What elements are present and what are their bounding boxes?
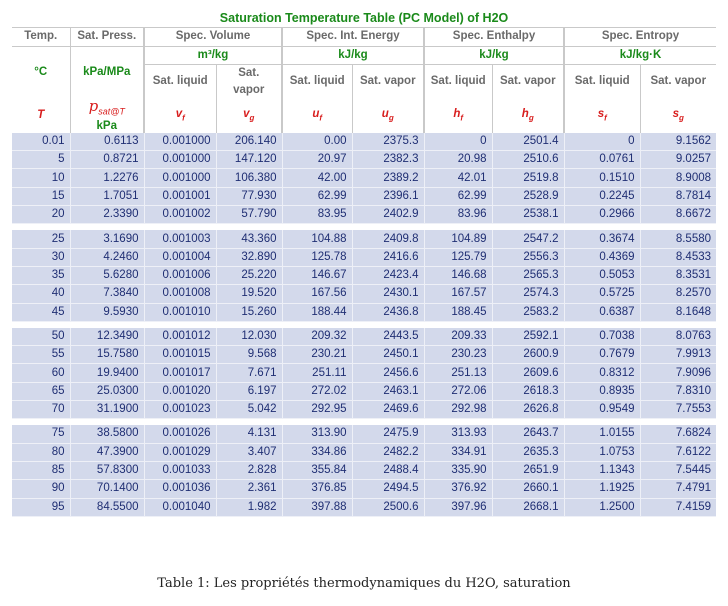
unit-energy: kJ/kg: [282, 46, 424, 64]
table-cell: 188.45: [424, 303, 492, 321]
table-cell: 2396.1: [352, 187, 424, 205]
symbol-subscript: f: [460, 113, 464, 123]
table-cell: 7.5445: [640, 461, 716, 479]
table-cell: 104.89: [424, 230, 492, 248]
table-cell: 2538.1: [492, 206, 564, 224]
table-cell: 57.790: [216, 206, 282, 224]
table-cell: 83.95: [282, 206, 352, 224]
table-cell: 188.44: [282, 303, 352, 321]
table-cell: 2626.8: [492, 401, 564, 419]
table-cell: 8.1648: [640, 303, 716, 321]
table-row: [12, 346, 716, 364]
table-cell: 0.5053: [564, 266, 640, 284]
table-cell: 2375.3: [352, 133, 424, 151]
table-row: [12, 187, 716, 205]
table-cell: 8.0763: [640, 328, 716, 346]
table-cell: 2547.2: [492, 230, 564, 248]
table-cell: 32.890: [216, 248, 282, 266]
table-cell: 5: [12, 151, 70, 169]
symbol-subscript: g: [388, 113, 394, 123]
table-cell: 2456.6: [352, 364, 424, 382]
table-cell: 2.828: [216, 461, 282, 479]
symbol-uf: [282, 99, 352, 133]
table-row: [12, 480, 716, 498]
table-cell: 6.197: [216, 382, 282, 400]
table-cell: 251.13: [424, 364, 492, 382]
sub-label: Sat. vapor: [650, 75, 707, 88]
table-cell: 334.86: [282, 443, 352, 461]
table-row: [12, 248, 716, 266]
table-cell: 90: [12, 480, 70, 498]
table-cell: 0.001036: [144, 480, 216, 498]
table-cell: 2402.9: [352, 206, 424, 224]
table-cell: 2592.1: [492, 328, 564, 346]
table-row: [12, 443, 716, 461]
symbol-subscript: g: [679, 113, 684, 123]
table-cell: 7.9096: [640, 364, 716, 382]
table-cell: 4.131: [216, 425, 282, 443]
table-row: [12, 169, 716, 187]
table-cell: 0.001033: [144, 461, 216, 479]
table-cell: 2635.3: [492, 443, 564, 461]
table-cell: 9.5930: [70, 303, 144, 321]
table-cell: 0.001010: [144, 303, 216, 321]
table-cell: 2436.8: [352, 303, 424, 321]
table-cell: 25: [12, 230, 70, 248]
table-cell: 376.85: [282, 480, 352, 498]
table-cell: 7.9913: [640, 346, 716, 364]
symbol-sf: [564, 99, 640, 133]
table-cell: 31.1900: [70, 401, 144, 419]
table-cell: 2519.8: [492, 169, 564, 187]
symbol-text: u: [312, 107, 320, 120]
table-cell: 85: [12, 461, 70, 479]
table-cell: 7.4791: [640, 480, 716, 498]
unit-entropy: kJ/kg·K: [564, 46, 716, 64]
table-cell: 106.380: [216, 169, 282, 187]
sub-liquid-enthalpy: [424, 64, 492, 99]
sub-label: Sat. vapor: [359, 75, 416, 88]
table-cell: 2430.1: [352, 285, 424, 303]
table-row: [12, 425, 716, 443]
table-cell: 47.3900: [70, 443, 144, 461]
table-cell: 2643.7: [492, 425, 564, 443]
table-cell: 0.2966: [564, 206, 640, 224]
table-cell: 8.4533: [640, 248, 716, 266]
symbol-unit: kPa: [96, 119, 117, 132]
table-cell: 8.2570: [640, 285, 716, 303]
symbol-vf: [144, 99, 216, 133]
table-cell: 146.68: [424, 266, 492, 284]
symbol-temp: [12, 99, 70, 133]
table-cell: 209.32: [282, 328, 352, 346]
table-cell: 62.99: [282, 187, 352, 205]
table-cell: 2450.1: [352, 346, 424, 364]
table-cell: 8.7814: [640, 187, 716, 205]
header-spec-volume: Spec. Volume: [144, 28, 282, 46]
table-cell: 230.21: [282, 346, 352, 364]
table-cell: 1.1343: [564, 461, 640, 479]
table-cell: 7.7553: [640, 401, 716, 419]
table-cell: 2389.2: [352, 169, 424, 187]
table-cell: 70: [12, 401, 70, 419]
table-cell: 1.0155: [564, 425, 640, 443]
table-cell: 2528.9: [492, 187, 564, 205]
unit-temp: °C: [34, 66, 48, 79]
table-cell: 2488.4: [352, 461, 424, 479]
symbol-subscript: sat@T: [98, 106, 125, 117]
table-cell: 2382.3: [352, 151, 424, 169]
table-cell: 0.5725: [564, 285, 640, 303]
table-cell: 0.6387: [564, 303, 640, 321]
table-cell: 35: [12, 266, 70, 284]
table-cell: 7.671: [216, 364, 282, 382]
table-cell: 230.23: [424, 346, 492, 364]
table-cell: 8.3531: [640, 266, 716, 284]
table-cell: 55: [12, 346, 70, 364]
table-cell: 62.99: [424, 187, 492, 205]
table-row: [12, 133, 716, 151]
table-cell: 292.95: [282, 401, 352, 419]
sub-vapor-volume: [216, 64, 282, 99]
table-cell: 65: [12, 382, 70, 400]
table-cell: 0.4369: [564, 248, 640, 266]
table-row: [12, 151, 716, 169]
saturation-table-sheet: [12, 10, 716, 517]
sub-label: Sat. liquid: [152, 75, 208, 88]
table-cell: 334.91: [424, 443, 492, 461]
table-cell: 0: [564, 133, 640, 151]
table-cell: 2423.4: [352, 266, 424, 284]
table-cell: 206.140: [216, 133, 282, 151]
unit-enthalpy: kJ/kg: [424, 46, 564, 64]
table-cell: 2475.9: [352, 425, 424, 443]
table-cell: 43.360: [216, 230, 282, 248]
table-cell: 8.9008: [640, 169, 716, 187]
table-row: [12, 382, 716, 400]
table-title: Saturation Temperature Table (PC Model) of H2O: [12, 10, 716, 28]
table-cell: 25.220: [216, 266, 282, 284]
symbol-text: T: [37, 109, 45, 122]
table-cell: 376.92: [424, 480, 492, 498]
table-cell: 0.7038: [564, 328, 640, 346]
table-cell: 42.00: [282, 169, 352, 187]
table-cell: 0.001006: [144, 266, 216, 284]
table-row: [12, 364, 716, 382]
sub-liquid-entropy: [564, 64, 640, 99]
table-cell: 9.568: [216, 346, 282, 364]
table-cell: 0.8312: [564, 364, 640, 382]
table-cell: 0.001000: [144, 133, 216, 151]
table-cell: 2574.3: [492, 285, 564, 303]
sub-label: Sat. vapor: [499, 75, 556, 88]
table-cell: 0: [424, 133, 492, 151]
table-cell: 0.001004: [144, 248, 216, 266]
table-cell: 125.79: [424, 248, 492, 266]
sub-vapor-enthalpy: [492, 64, 564, 99]
table-cell: 1.2276: [70, 169, 144, 187]
table-cell: 0.001012: [144, 328, 216, 346]
table-cell: 2609.6: [492, 364, 564, 382]
table-cell: 77.930: [216, 187, 282, 205]
table-cell: 60: [12, 364, 70, 382]
table-cell: 0.001026: [144, 425, 216, 443]
table-cell: 75: [12, 425, 70, 443]
table-cell: 3.1690: [70, 230, 144, 248]
table-cell: 0.001020: [144, 382, 216, 400]
table-cell: 2501.4: [492, 133, 564, 151]
table-cell: 0.001023: [144, 401, 216, 419]
table-cell: 83.96: [424, 206, 492, 224]
table-cell: 38.5800: [70, 425, 144, 443]
table-cell: 2.3390: [70, 206, 144, 224]
table-cell: 1.1925: [564, 480, 640, 498]
table-cell: 15: [12, 187, 70, 205]
table-cell: 8.6672: [640, 206, 716, 224]
table-row: [12, 206, 716, 224]
table-cell: 0.8935: [564, 382, 640, 400]
table-cell: 313.93: [424, 425, 492, 443]
sub-label: Sat. liquid: [289, 75, 345, 88]
table-row: [12, 230, 716, 248]
table-cell: 70.1400: [70, 480, 144, 498]
table-cell: 80: [12, 443, 70, 461]
table-cell: 2651.9: [492, 461, 564, 479]
table-cell: 2409.8: [352, 230, 424, 248]
table-cell: 125.78: [282, 248, 352, 266]
symbol-hg: [492, 99, 564, 133]
table-cell: 15.260: [216, 303, 282, 321]
table-cell: 57.8300: [70, 461, 144, 479]
table-cell: 0.2245: [564, 187, 640, 205]
sub-vapor-energy: [352, 64, 424, 99]
table-cell: 167.56: [282, 285, 352, 303]
table-cell: 2443.5: [352, 328, 424, 346]
symbol-subscript: f: [182, 113, 185, 123]
table-cell: 272.06: [424, 382, 492, 400]
symbol-text: s: [672, 107, 680, 120]
table-cell: 0.001015: [144, 346, 216, 364]
table-cell: 146.67: [282, 266, 352, 284]
table-cell: 2668.1: [492, 498, 564, 516]
table-cell: 42.01: [424, 169, 492, 187]
table-cell: 7.8310: [640, 382, 716, 400]
symbol-text: v: [243, 107, 250, 120]
symbol-text: v: [175, 107, 183, 120]
table-cell: 5.042: [216, 401, 282, 419]
header-spec-int-energy: Spec. Int. Energy: [282, 28, 424, 46]
table-cell: 40: [12, 285, 70, 303]
table-cell: 1.2500: [564, 498, 640, 516]
table-cell: 209.33: [424, 328, 492, 346]
table-row: [12, 401, 716, 419]
table-cell: 2583.2: [492, 303, 564, 321]
table-cell: 0.6113: [70, 133, 144, 151]
table-cell: 19.520: [216, 285, 282, 303]
table-cell: 50: [12, 328, 70, 346]
table-caption: Table 1: Les propriétés thermodynamiques du H2O, saturation: [157, 576, 571, 591]
table-cell: 2416.6: [352, 248, 424, 266]
table-cell: 45: [12, 303, 70, 321]
table-cell: 1.982: [216, 498, 282, 516]
table-cell: 25.0300: [70, 382, 144, 400]
symbol-text: h: [453, 107, 461, 120]
table-cell: 19.9400: [70, 364, 144, 382]
table-cell: 8.5580: [640, 230, 716, 248]
table-cell: 0.001001: [144, 187, 216, 205]
table-cell: 397.96: [424, 498, 492, 516]
table-cell: 2463.1: [352, 382, 424, 400]
table-cell: 0.1510: [564, 169, 640, 187]
symbol-subscript: f: [319, 113, 323, 123]
header-spec-enthalpy: Spec. Enthalpy: [424, 28, 564, 46]
table-cell: 12.030: [216, 328, 282, 346]
table-cell: 0.3674: [564, 230, 640, 248]
table-cell: 355.84: [282, 461, 352, 479]
table-cell: 0.0761: [564, 151, 640, 169]
table-cell: 7.6824: [640, 425, 716, 443]
table-cell: 251.11: [282, 364, 352, 382]
table-cell: 10: [12, 169, 70, 187]
table-cell: 20.98: [424, 151, 492, 169]
table-row: [12, 266, 716, 284]
table-cell: 2482.2: [352, 443, 424, 461]
table-cell: 2565.3: [492, 266, 564, 284]
table-cell: 2494.5: [352, 480, 424, 498]
sub-liquid-energy: [282, 64, 352, 99]
table-cell: 5.6280: [70, 266, 144, 284]
table-cell: 2600.9: [492, 346, 564, 364]
symbol-text: p: [88, 98, 99, 116]
table-cell: 95: [12, 498, 70, 516]
table-cell: 0.7679: [564, 346, 640, 364]
table-cell: 272.02: [282, 382, 352, 400]
table-cell: 2510.6: [492, 151, 564, 169]
table-cell: 0.001002: [144, 206, 216, 224]
table-cell: 104.88: [282, 230, 352, 248]
table-row: [12, 285, 716, 303]
sub-label: Sat. liquid: [430, 75, 486, 88]
header-temp: Temp.: [24, 30, 58, 43]
sub-vapor-entropy: [640, 64, 716, 99]
symbol-text: u: [381, 107, 389, 120]
symbol-press: [70, 99, 144, 133]
table-cell: 3.407: [216, 443, 282, 461]
table-cell: 0.001008: [144, 285, 216, 303]
table-cell: 2618.3: [492, 382, 564, 400]
table-cell: 0.001000: [144, 151, 216, 169]
table-cell: 147.120: [216, 151, 282, 169]
table-cell: 0.001000: [144, 169, 216, 187]
table-cell: 167.57: [424, 285, 492, 303]
saturation-table: [12, 10, 716, 517]
table-cell: 2469.6: [352, 401, 424, 419]
table-cell: 2660.1: [492, 480, 564, 498]
table-body: [12, 133, 716, 516]
table-cell: 7.6122: [640, 443, 716, 461]
symbol-subscript: f: [604, 113, 607, 123]
symbol-text: h: [521, 107, 529, 120]
table-cell: 20.97: [282, 151, 352, 169]
table-row: [12, 328, 716, 346]
table-cell: 30: [12, 248, 70, 266]
table-row: [12, 303, 716, 321]
table-cell: 12.3490: [70, 328, 144, 346]
symbol-hf: [424, 99, 492, 133]
symbol-subscript: g: [249, 113, 255, 123]
unit-press: kPa/MPa: [70, 46, 144, 99]
table-cell: 15.7580: [70, 346, 144, 364]
table-cell: 313.90: [282, 425, 352, 443]
table-cell: 0.9549: [564, 401, 640, 419]
table-cell: 397.88: [282, 498, 352, 516]
symbol-subscript: g: [528, 113, 534, 123]
header-sat-press: Sat. Press.: [70, 28, 144, 46]
table-cell: 84.5500: [70, 498, 144, 516]
table-cell: 1.7051: [70, 187, 144, 205]
table-cell: 20: [12, 206, 70, 224]
table-cell: 335.90: [424, 461, 492, 479]
table-cell: 2556.3: [492, 248, 564, 266]
table-cell: 0.001017: [144, 364, 216, 382]
symbol-text: s: [597, 107, 605, 120]
table-cell: 0.00: [282, 133, 352, 151]
table-cell: 2500.6: [352, 498, 424, 516]
symbol-vg: [216, 99, 282, 133]
table-cell: 0.001029: [144, 443, 216, 461]
table-cell: 9.0257: [640, 151, 716, 169]
symbol-sg: [640, 99, 716, 133]
table-cell: 2.361: [216, 480, 282, 498]
table-cell: 1.0753: [564, 443, 640, 461]
table-cell: 4.2460: [70, 248, 144, 266]
header-spec-entropy: Spec. Entropy: [564, 28, 716, 46]
table-cell: 0.01: [12, 133, 70, 151]
sub-label: Sat. vapor: [233, 66, 265, 96]
table-cell: 292.98: [424, 401, 492, 419]
table-row: [12, 461, 716, 479]
table-cell: 9.1562: [640, 133, 716, 151]
table-cell: 0.001040: [144, 498, 216, 516]
sub-label: Sat. liquid: [574, 75, 630, 88]
sub-liquid-volume: [144, 64, 216, 99]
table-cell: 0.001003: [144, 230, 216, 248]
table-row: [12, 498, 716, 516]
unit-volume: m³/kg: [144, 46, 282, 64]
symbol-ug: [352, 99, 424, 133]
table-cell: 7.3840: [70, 285, 144, 303]
table-cell: 0.8721: [70, 151, 144, 169]
table-cell: 7.4159: [640, 498, 716, 516]
